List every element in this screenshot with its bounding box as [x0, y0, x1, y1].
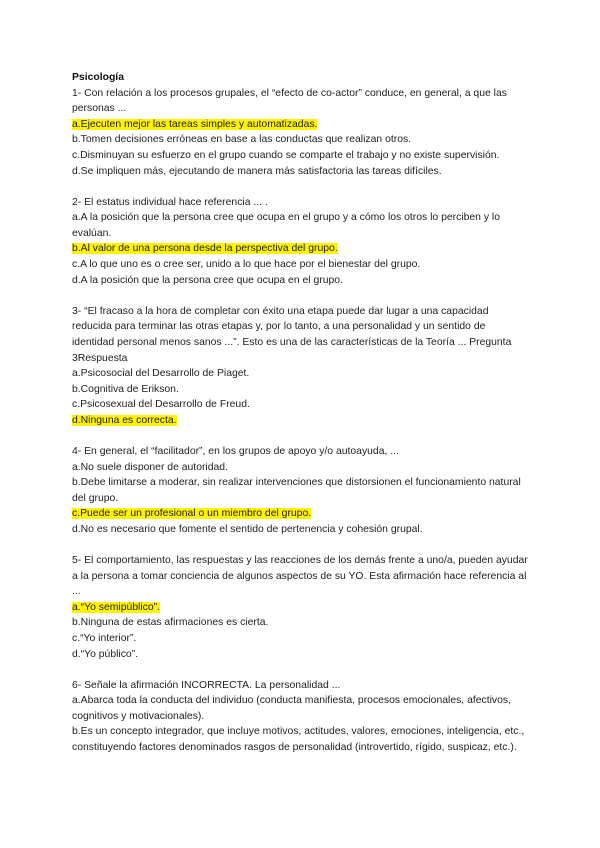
answer-option — [72, 132, 530, 148]
answer-option — [72, 366, 530, 382]
answer-option — [72, 600, 530, 616]
answer-option — [72, 413, 530, 429]
document-title: Psicología — [72, 72, 124, 83]
answer-text: d.Se impliquen más, ejecutando de manera más satisfactoria las tareas difíciles. — [72, 165, 442, 177]
question-block — [72, 678, 530, 756]
answer-option — [72, 506, 530, 522]
answer-option — [72, 382, 530, 398]
highlighted-answer-text: a.“Yo semipúblico”. — [72, 601, 160, 613]
question-list — [72, 86, 530, 756]
answer-text: c.“Yo interior”. — [72, 633, 137, 644]
question-text: 4- En general, el “facilitador”, en los grupos de apoyo y/o autoayuda, ... — [72, 445, 399, 457]
answer-option — [72, 397, 530, 413]
question-block — [72, 444, 530, 538]
question-text: 1- Con relación a los procesos grupales, el “efecto de co-actor” conduce, en general, a que las personas ... — [72, 87, 507, 115]
highlighted-answer-text: b.Al valor de una persona desde la perspectiva del grupo. — [72, 243, 338, 255]
answer-text: a.Psicosocial del Desarrollo de Piaget. — [72, 368, 250, 380]
answer-option — [72, 475, 530, 506]
answer-text: d.No es necesario que fomente el sentido de pertenencia y cohesión grupal. — [72, 523, 423, 535]
answer-text: b.Cognitiva de Erikson. — [72, 383, 179, 395]
question-block — [72, 553, 530, 662]
answer-option — [72, 631, 530, 647]
answer-text: c.Disminuyan su esfuerzo en el grupo cuando se comparte el trabajo y no existe supervisión. — [72, 149, 500, 161]
answer-option — [72, 693, 530, 724]
highlighted-answer-text: c.Puede ser un profesional o un miembro del grupo. — [72, 508, 312, 520]
answer-option — [72, 117, 530, 133]
answer-text: c.Psicosexual del Desarrollo de Freud. — [72, 399, 250, 411]
answer-text: a.Abarca toda la conducta del individuo (conducta manifiesta, procesos emocionales, afectivos, cognitivos y motivacionales). — [72, 695, 511, 722]
question-text: 5- El comportamiento, las respuestas y las reacciones de los demás frente a uno/a, pueden ayudar a la persona a tomar conciencia de algunos aspectos de su YO. Esta afirmación hace referencia al ... — [72, 555, 528, 598]
question-block — [72, 304, 530, 429]
answer-option — [72, 273, 530, 289]
question-block — [72, 86, 530, 180]
question-text: 3- “El fracaso a la hora de completar con éxito una etapa puede dar lugar a una capacidad reducida para terminar las otras etapas y, por lo tanto, a una personalidad y un sentido de identidad personal menos sanos ...”. Esto es una de las características de la Teoría ... Pregunta 3Respuesta — [72, 305, 512, 364]
question-text: 6- Señale la afirmación INCORRECTA. La personalidad ... — [72, 679, 341, 691]
answer-text: b.Es un concepto integrador, que incluye motivos, actitudes, valores, emociones, inteligencia, etc., constituyendo factores denominados rasgos de personalidad (introvertido, rígido, suspicaz, etc.). — [72, 726, 525, 754]
answer-text: c.A lo que uno es o cree ser, unido a lo que hace por el bienestar del grupo. — [72, 259, 421, 271]
answer-option — [72, 647, 530, 663]
answer-text: a.A la posición que la persona cree que ocupa en el grupo y a cómo los otros lo perciben y lo evalúan. — [72, 212, 501, 239]
answer-option — [72, 210, 530, 241]
highlighted-answer-text: a.Ejecuten mejor las tareas simples y automatizadas. — [72, 118, 318, 130]
answer-option — [72, 257, 530, 273]
answer-option — [72, 148, 530, 164]
answer-text: d.“Yo público”. — [72, 648, 139, 660]
answer-option — [72, 164, 530, 180]
question-text: 2- El estatus individual hace referencia ... . — [72, 196, 268, 208]
answer-text: b.Ninguna de estas afirmaciones es cierta. — [72, 617, 269, 629]
answer-option — [72, 241, 530, 257]
highlighted-answer-text: d.Ninguna es correcta. — [72, 414, 177, 426]
answer-text: a.No suele disponer de autoridad. — [72, 461, 228, 473]
question-block — [72, 195, 530, 289]
answer-text: d.A la posición que la persona cree que ocupa en el grupo. — [72, 274, 343, 286]
answer-text: b.Debe limitarse a moderar, sin realizar intervenciones que distorsionen el funcionamiento natural del grupo. — [72, 477, 521, 504]
answer-option — [72, 522, 530, 538]
answer-option — [72, 460, 530, 476]
answer-option — [72, 615, 530, 631]
answer-option — [72, 724, 530, 755]
answer-text: b.Tomen decisiones erróneas en base a las conductas que realizan otros. — [72, 134, 412, 146]
